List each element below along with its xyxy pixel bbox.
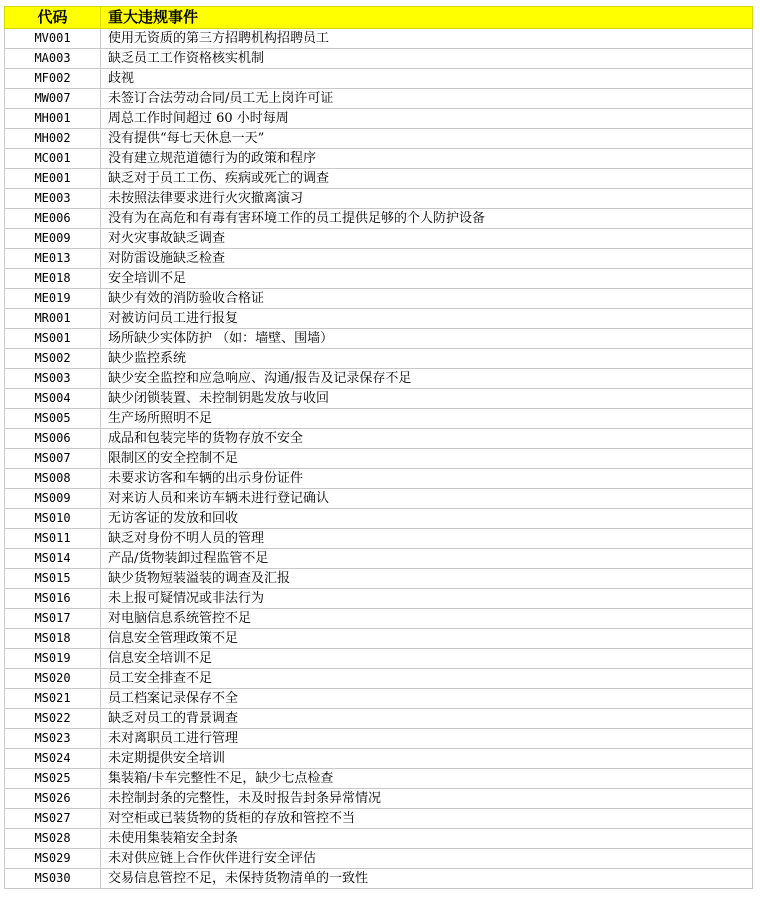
table-row bbox=[5, 209, 753, 229]
row-description: 安全培训不足 bbox=[101, 269, 753, 289]
row-description: 限制区的安全控制不足 bbox=[101, 449, 753, 469]
row-description: 信息安全培训不足 bbox=[101, 649, 753, 669]
row-code: ME019 bbox=[5, 289, 101, 309]
row-description: 没有建立规范道德行为的政策和程序 bbox=[101, 149, 753, 169]
row-description: 没有提供“每七天休息一天” bbox=[101, 129, 753, 149]
row-code: MH001 bbox=[5, 109, 101, 129]
table-row bbox=[5, 329, 753, 349]
row-description: 对空柜或已装货物的货柜的存放和管控不当 bbox=[101, 809, 753, 829]
table-row bbox=[5, 89, 753, 109]
table-row bbox=[5, 609, 753, 629]
row-description: 生产场所照明不足 bbox=[101, 409, 753, 429]
row-description: 场所缺少实体防护 （如：墙壁、围墙） bbox=[101, 329, 753, 349]
row-code: MS009 bbox=[5, 489, 101, 509]
table-row bbox=[5, 389, 753, 409]
row-code: MS021 bbox=[5, 689, 101, 709]
row-code: MC001 bbox=[5, 149, 101, 169]
row-code: MS020 bbox=[5, 669, 101, 689]
header-code: 代码 bbox=[5, 7, 101, 29]
table-row bbox=[5, 309, 753, 329]
row-description: 对来访人员和来访车辆未进行登记确认 bbox=[101, 489, 753, 509]
table-row bbox=[5, 529, 753, 549]
row-description: 产品/货物装卸过程监管不足 bbox=[101, 549, 753, 569]
table-row bbox=[5, 409, 753, 429]
row-code: MS007 bbox=[5, 449, 101, 469]
row-code: ME001 bbox=[5, 169, 101, 189]
row-code: MS022 bbox=[5, 709, 101, 729]
row-description: 缺乏对员工的背景调查 bbox=[101, 709, 753, 729]
table-row bbox=[5, 549, 753, 569]
row-description: 员工安全排查不足 bbox=[101, 669, 753, 689]
table-body bbox=[5, 7, 753, 889]
table-row bbox=[5, 829, 753, 849]
table-row bbox=[5, 509, 753, 529]
row-description: 缺少安全监控和应急响应、沟通/报告及记录保存不足 bbox=[101, 369, 753, 389]
row-description: 无访客证的发放和回收 bbox=[101, 509, 753, 529]
row-code: MS005 bbox=[5, 409, 101, 429]
table-row bbox=[5, 769, 753, 789]
table-row bbox=[5, 349, 753, 369]
violations-table bbox=[4, 6, 753, 889]
table-row bbox=[5, 689, 753, 709]
row-code: MS029 bbox=[5, 849, 101, 869]
row-description: 对火灾事故缺乏调查 bbox=[101, 229, 753, 249]
row-code: MS026 bbox=[5, 789, 101, 809]
row-description: 未上报可疑情况或非法行为 bbox=[101, 589, 753, 609]
row-code: MS024 bbox=[5, 749, 101, 769]
table-row bbox=[5, 289, 753, 309]
row-description: 未使用集装箱安全封条 bbox=[101, 829, 753, 849]
table-row bbox=[5, 189, 753, 209]
table-row bbox=[5, 449, 753, 469]
table-row bbox=[5, 629, 753, 649]
row-description: 集装箱/卡车完整性不足，缺少七点检查 bbox=[101, 769, 753, 789]
table-row bbox=[5, 269, 753, 289]
row-description: 使用无资质的第三方招聘机构招聘员工 bbox=[101, 29, 753, 49]
row-code: MA003 bbox=[5, 49, 101, 69]
table-row bbox=[5, 49, 753, 69]
row-code: MS018 bbox=[5, 629, 101, 649]
row-description: 未对离职员工进行管理 bbox=[101, 729, 753, 749]
row-code: MS002 bbox=[5, 349, 101, 369]
table-row bbox=[5, 589, 753, 609]
row-code: MS014 bbox=[5, 549, 101, 569]
row-description: 未签订合法劳动合同/员工无上岗许可证 bbox=[101, 89, 753, 109]
table-row bbox=[5, 249, 753, 269]
table-row bbox=[5, 709, 753, 729]
table-row bbox=[5, 789, 753, 809]
row-code: MV001 bbox=[5, 29, 101, 49]
row-code: MF002 bbox=[5, 69, 101, 89]
row-description: 对防雷设施缺乏检查 bbox=[101, 249, 753, 269]
table-row bbox=[5, 669, 753, 689]
row-description: 歧视 bbox=[101, 69, 753, 89]
row-description: 交易信息管控不足，未保持货物清单的一致性 bbox=[101, 869, 753, 889]
row-code: MS001 bbox=[5, 329, 101, 349]
row-code: MS008 bbox=[5, 469, 101, 489]
row-description: 未要求访客和车辆的出示身份证件 bbox=[101, 469, 753, 489]
row-description: 未对供应链上合作伙伴进行安全评估 bbox=[101, 849, 753, 869]
row-code: MS016 bbox=[5, 589, 101, 609]
row-code: MS028 bbox=[5, 829, 101, 849]
row-description: 缺少货物短装溢装的调查及汇报 bbox=[101, 569, 753, 589]
table-row bbox=[5, 169, 753, 189]
row-code: MS015 bbox=[5, 569, 101, 589]
row-code: MS003 bbox=[5, 369, 101, 389]
row-description: 没有为在高危和有毒有害环境工作的员工提供足够的个人防护设备 bbox=[101, 209, 753, 229]
row-code: MS023 bbox=[5, 729, 101, 749]
row-code: MS006 bbox=[5, 429, 101, 449]
row-code: MS019 bbox=[5, 649, 101, 669]
table-row bbox=[5, 69, 753, 89]
table-row bbox=[5, 849, 753, 869]
row-code: MW007 bbox=[5, 89, 101, 109]
row-code: ME018 bbox=[5, 269, 101, 289]
table-row bbox=[5, 749, 753, 769]
row-code: ME013 bbox=[5, 249, 101, 269]
table-row bbox=[5, 809, 753, 829]
table-row bbox=[5, 29, 753, 49]
row-code: ME006 bbox=[5, 209, 101, 229]
table-row bbox=[5, 649, 753, 669]
table-row bbox=[5, 869, 753, 889]
table-row bbox=[5, 429, 753, 449]
row-description: 对电脑信息系统管控不足 bbox=[101, 609, 753, 629]
row-description: 员工档案记录保存不全 bbox=[101, 689, 753, 709]
row-description: 信息安全管理政策不足 bbox=[101, 629, 753, 649]
row-code: MS004 bbox=[5, 389, 101, 409]
table-row bbox=[5, 729, 753, 749]
table-header-row bbox=[5, 7, 753, 29]
row-description: 缺乏对身份不明人员的管理 bbox=[101, 529, 753, 549]
table-row bbox=[5, 109, 753, 129]
row-code: MS017 bbox=[5, 609, 101, 629]
row-description: 未按照法律要求进行火灾撤离演习 bbox=[101, 189, 753, 209]
row-description: 缺少有效的消防验收合格证 bbox=[101, 289, 753, 309]
row-code: MS030 bbox=[5, 869, 101, 889]
table-row bbox=[5, 129, 753, 149]
row-description: 未定期提供安全培训 bbox=[101, 749, 753, 769]
row-code: MS011 bbox=[5, 529, 101, 549]
table-row bbox=[5, 369, 753, 389]
row-description: 缺乏对于员工工伤、疾病或死亡的调查 bbox=[101, 169, 753, 189]
row-description: 缺少监控系统 bbox=[101, 349, 753, 369]
table-row bbox=[5, 469, 753, 489]
row-code: ME009 bbox=[5, 229, 101, 249]
table-row bbox=[5, 569, 753, 589]
row-code: MS025 bbox=[5, 769, 101, 789]
row-code: MS010 bbox=[5, 509, 101, 529]
row-description: 成品和包装完毕的货物存放不安全 bbox=[101, 429, 753, 449]
row-code: MR001 bbox=[5, 309, 101, 329]
row-code: MH002 bbox=[5, 129, 101, 149]
table-row bbox=[5, 489, 753, 509]
table-row bbox=[5, 149, 753, 169]
header-event: 重大违规事件 bbox=[101, 7, 753, 29]
row-description: 对被访问员工进行报复 bbox=[101, 309, 753, 329]
row-description: 缺少闭锁装置、未控制钥匙发放与收回 bbox=[101, 389, 753, 409]
table-row bbox=[5, 229, 753, 249]
row-description: 未控制封条的完整性，未及时报告封条异常情况 bbox=[101, 789, 753, 809]
row-code: ME003 bbox=[5, 189, 101, 209]
row-description: 周总工作时间超过 60 小时每周 bbox=[101, 109, 753, 129]
row-code: MS027 bbox=[5, 809, 101, 829]
row-description: 缺乏员工工作资格核实机制 bbox=[101, 49, 753, 69]
